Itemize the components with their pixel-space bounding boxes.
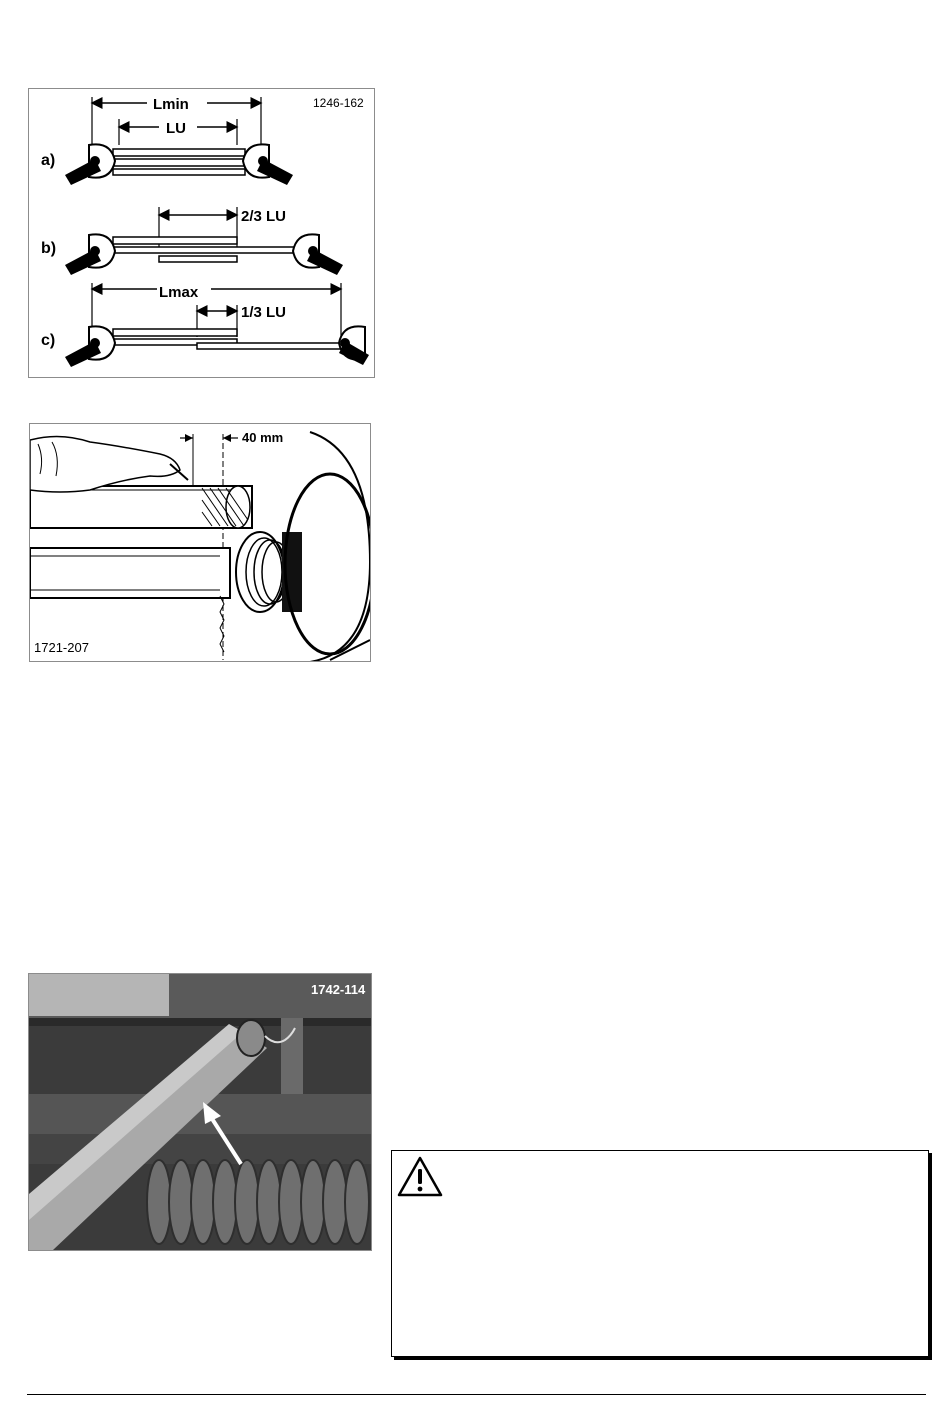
lmax-label: Lmax <box>159 284 199 301</box>
shaft-length-diagram <box>28 88 375 378</box>
shaft-a <box>65 144 293 185</box>
row-a-label: a) <box>41 152 56 169</box>
row-b-label: b) <box>41 240 57 257</box>
shaft-c <box>65 326 369 367</box>
dimension-label: 40 mm <box>242 430 284 445</box>
one-third-label: 1/3 LU <box>241 304 287 321</box>
figure-code: 1246-162 <box>313 96 364 110</box>
hand <box>30 436 180 492</box>
shaft-installation-photo <box>28 973 372 1251</box>
figure-code: 1721-207 <box>34 640 89 655</box>
footer-rule <box>27 1394 926 1395</box>
shaft-photo-drawing <box>29 974 371 1250</box>
lu-label: LU <box>166 120 186 137</box>
two-thirds-label: 2/3 LU <box>241 208 287 225</box>
figure-code: 1742-114 <box>311 982 366 997</box>
shaft-b <box>65 234 343 275</box>
shaft-marking-drawing <box>30 424 370 661</box>
warning-triangle-icon <box>396 1155 444 1199</box>
lmin-label: Lmin <box>153 96 189 113</box>
warning-box <box>391 1150 929 1357</box>
shaft-length-drawing <box>29 89 374 377</box>
shaft-marking-illustration <box>29 423 371 662</box>
row-c-label: c) <box>41 332 56 349</box>
